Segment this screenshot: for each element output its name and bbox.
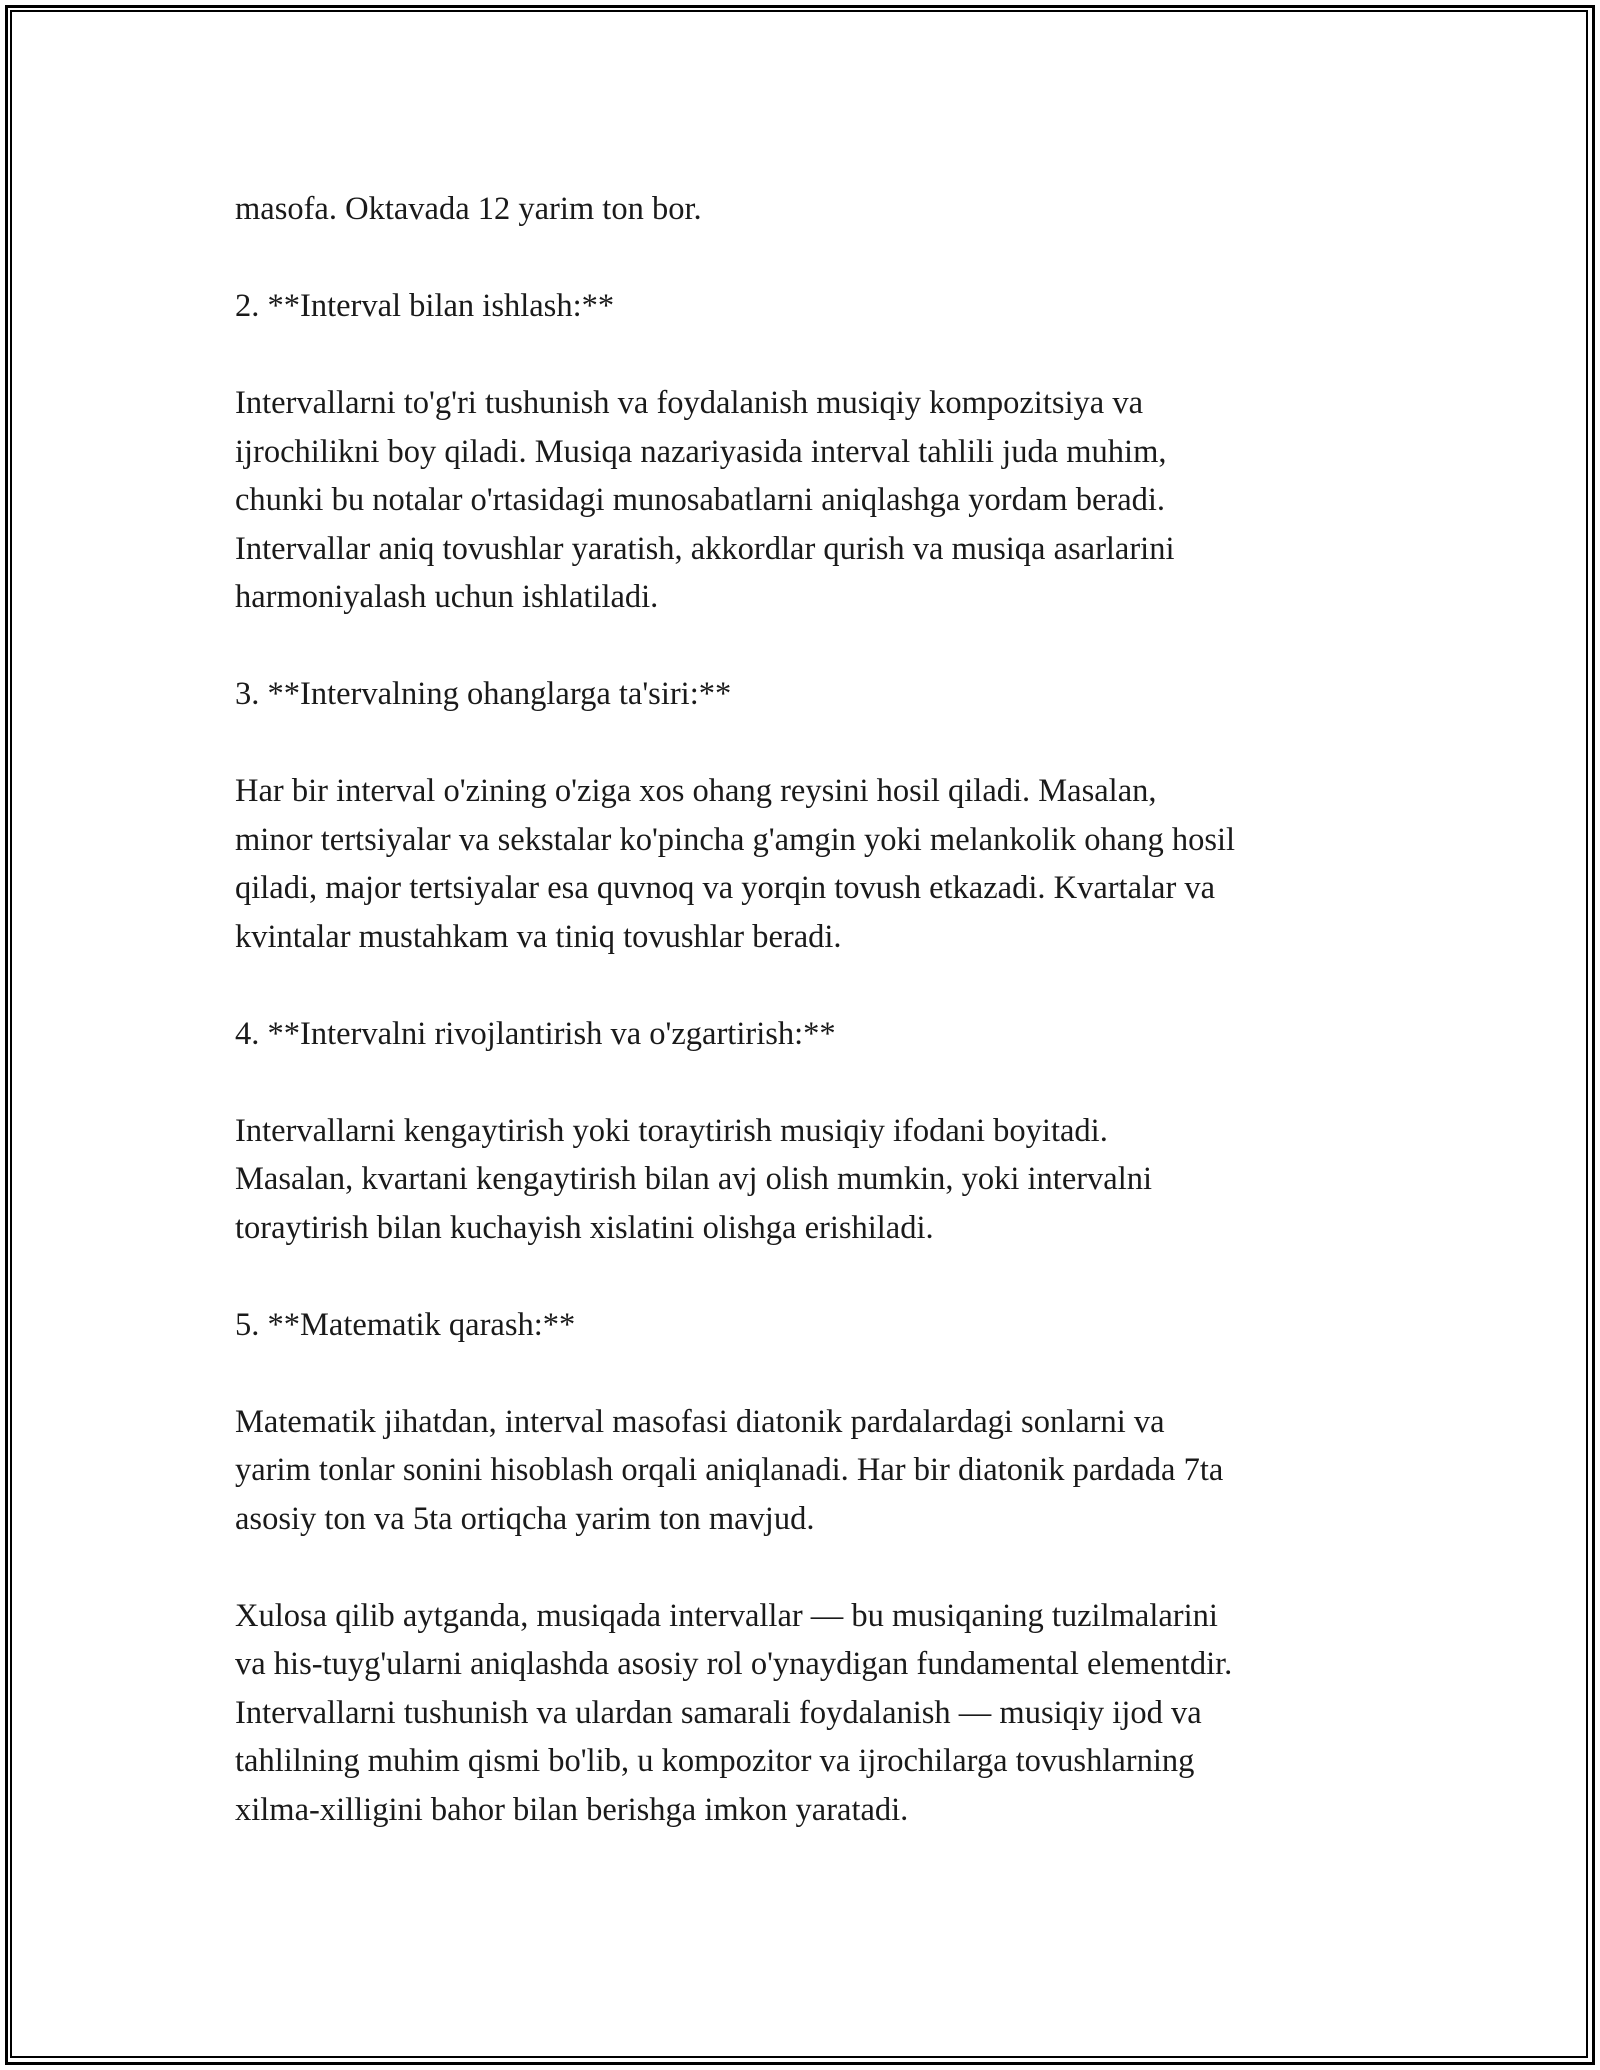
section-body-5: Matematik jihatdan, interval masofasi diatonik pardalardagi sonlarni va yarim tonlar sonini hisoblash orqali aniqlanadi. Har bir diatonik pardada 7ta asosiy ton va 5ta ortiqcha yarim ton mavjud. xyxy=(235,1403,1224,1537)
section-heading-5: 5. **Matematik qarash:** xyxy=(235,1306,576,1343)
section-body-4: Intervallarni kengaytirish yoki toraytirish musiqiy ifodani boyitadi. Masalan, kvartani kengaytirish bilan avj olish mumkin, yoki intervalni toraytirish bilan kuchayish xislatini olishga erishiladi. xyxy=(235,1112,1153,1246)
conclusion-paragraph: Xulosa qilib aytganda, musiqada intervallar — bu musiqaning tuzilmalarini va his-tuyg'ularni aniqlashda asosiy rol o'ynaydigan fundamental elementdir. Intervallarni tushunish va ulardan samarali foydalanish — musiqiy ijod va tahlilning muhim qismi bo'lib, u kompozitor va ijrochilarga tovushlarning xilma-xilligini bahor bilan berishga imkon yaratadi. xyxy=(235,1597,1233,1828)
paragraph-continuation: masofa. Oktavada 12 yarim ton bor. xyxy=(235,191,702,227)
section-body-2: Intervallarni to'g'ri tushunish va foydalanish musiqiy kompozitsiya va ijrochilikni boy qiladi. Musiqa nazariyasida interval tahlili juda muhim, chunki bu notalar o'rtasidagi munosabatlarni aniqlashga yordam beradi. Intervallar aniq tovushlar yaratish, akkordlar qurish va musiqa asarlarini harmoniyalash uchun ishlatiladi. xyxy=(235,385,1175,615)
section-body-3: Har bir interval o'zining o'ziga xos ohang reysini hosil qiladi. Masalan, minor tertsiyalar va sekstalar ko'pincha g'amgin yoki melankolik ohang hosil qiladi, major tertsiyalar esa quvnoq va yorqin tovush etkazadi. Kvartalar va kvintalar mustahkam va tiniq tovushlar beradi. xyxy=(235,773,1236,955)
document-body xyxy=(235,185,1385,1834)
section-heading-3: 3. **Intervalning ohanglarga ta'siri:** xyxy=(235,676,732,712)
section-heading-4: 4. **Intervalni rivojlantirish va o'zgartirish:** xyxy=(235,1015,836,1052)
section-heading-2: 2. **Interval bilan ishlash:** xyxy=(235,288,615,324)
